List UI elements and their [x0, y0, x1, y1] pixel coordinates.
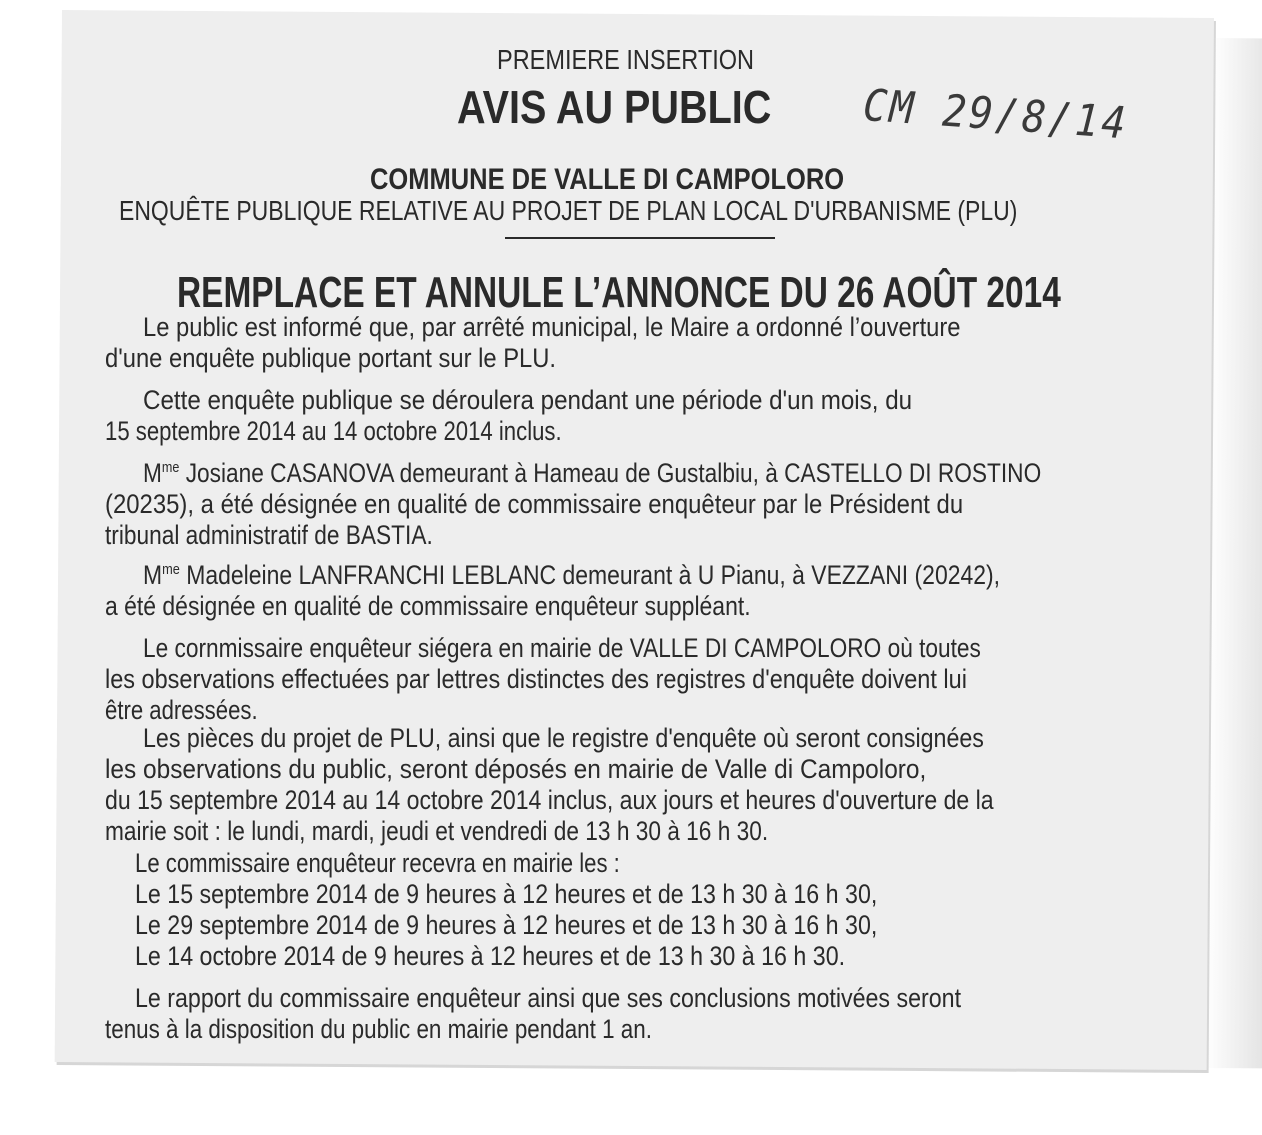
- body-line-16: mairie soit : le lundi, mardi, jeudi et vendredi de 13 h 30 à 16 h 30.: [105, 816, 769, 846]
- title-superscript: me: [162, 561, 180, 578]
- schedule-line-3: Le 14 octobre 2014 de 9 heures à 12 heures et de 13 h 30 à 16 h 30.: [135, 941, 846, 971]
- notice-title: AVIS AU PUBLIC: [457, 81, 772, 133]
- body-line-15: du 15 septembre 2014 au 14 octobre 2014 inclus, aux jours et heures d'ouverture de la: [105, 785, 994, 815]
- body-line-8: [143, 560, 1000, 591]
- enquete-subject: ENQUÊTE PUBLIQUE RELATIVE AU PROJET DE PLAN LOCAL D'URBANISME (PLU): [119, 195, 1018, 226]
- body-line-17: Le commissaire enquêteur recevra en mairie les :: [135, 848, 620, 878]
- body-line-12: être adressées.: [105, 695, 258, 725]
- body-line-14: les observations du public, seront déposés en mairie de Valle di Campoloro,: [105, 754, 927, 784]
- body-line-5-text: Josiane CASANOVA demeurant à Hameau de Gustalbiu, à CASTELLO DI ROSTINO: [179, 458, 1042, 488]
- body-line-8-text: Madeleine LANFRANCHI LEBLANC demeurant à U Pianu, à VEZZANI (20242),: [179, 560, 1001, 590]
- handwritten-annotation: CM 29/8/14: [861, 80, 1130, 150]
- body-line-22: tenus à la disposition du public en mairie pendant 1 an.: [105, 1014, 652, 1044]
- schedule-line-1: Le 15 septembre 2014 de 9 heures à 12 heures et de 13 h 30 à 16 h 30,: [135, 879, 878, 909]
- body-line-13: Les pièces du projet de PLU, ainsi que le registre d'enquête où seront consignées: [143, 723, 984, 753]
- title-prefix: M: [143, 560, 163, 590]
- schedule-line-2: Le 29 septembre 2014 de 9 heures à 12 heures et de 13 h 30 à 16 h 30,: [135, 910, 878, 940]
- replacement-headline: REMPLACE ET ANNULE L’ANNONCE DU 26 AOÛT 2014: [177, 268, 1061, 317]
- insertion-label: PREMIERE INSERTION: [497, 44, 755, 75]
- body-line-2: d'une enquête publique portant sur le PLU.: [105, 343, 557, 373]
- body-line-1: Le public est informé que, par arrêté municipal, le Maire a ordonné l’ouverture: [143, 312, 961, 342]
- divider-rule: [505, 237, 775, 239]
- title-superscript: me: [161, 459, 180, 476]
- commune-name: COMMUNE DE VALLE DI CAMPOLORO: [370, 163, 845, 196]
- body-line-3: Cette enquête publique se déroulera pendant une période d'un mois, du: [143, 385, 913, 415]
- body-line-21: Le rapport du commissaire enquêteur ainsi que ses conclusions motivées seront: [135, 983, 962, 1013]
- title-prefix: M: [143, 458, 162, 488]
- body-line-11: les observations effectuées par lettres distinctes des registres d'enquête doivent lui: [105, 664, 967, 694]
- bleed-through-edge: [1205, 38, 1262, 1068]
- body-line-10: Le cornmissaire enquêteur siégera en mairie de VALLE DI CAMPOLORO où toutes: [143, 633, 981, 663]
- body-line-7: tribunal administratif de BASTIA.: [105, 520, 433, 550]
- body-line-9: a été désignée en qualité de commissaire enquêteur suppléant.: [105, 591, 751, 621]
- body-line-4: 15 septembre 2014 au 14 octobre 2014 inclus.: [105, 416, 562, 446]
- body-line-5: [143, 458, 1041, 489]
- body-line-6: (20235), a été désignée en qualité de commissaire enquêteur par le Président du: [105, 489, 964, 519]
